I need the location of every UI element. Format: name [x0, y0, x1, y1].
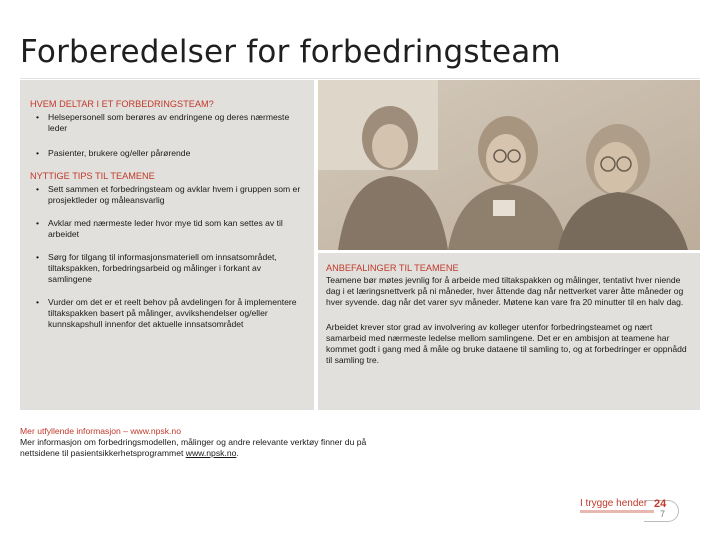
list-item: • Helsepersonell som berøres av endringene og deres nærmeste leder	[30, 112, 304, 134]
people-meeting-photo	[318, 80, 700, 250]
participants-list	[30, 112, 304, 159]
recommendations-heading: ANBEFALINGER TIL TEAMENE	[326, 263, 459, 273]
left-panel	[20, 80, 314, 410]
photo-illustration	[318, 80, 700, 250]
list-item: • Vurder om det er et reelt behov på avdelingen for å implementere tiltakspakken basert på målinger, avvikshendelser og/eller kunnskapshull innenfor det aktuelle innsatsområdet	[30, 297, 304, 330]
footer-heading: Mer utfyllende informasjon – www.npsk.no	[20, 426, 181, 436]
recommendations-paragraph: Teamene bør møtes jevnlig for å arbeide med tiltakspakken og målinger, tentativt hver niende dag i et læringsnettverk på ni måneder, hver åttende dag når nettverket varer åtte måneder og hver syvende. dag når det varer syv måneder. Møtene kan vare fra 20 minutter til en halv dag.	[326, 275, 684, 307]
footer-end: .	[236, 448, 239, 458]
logo-text: I trygge hender	[580, 498, 648, 509]
logo-number-7: 7	[660, 509, 666, 519]
section-heading-tips: NYTTIGE TIPS TIL TEAMENE	[30, 171, 155, 181]
recommendations-paragraph: Arbeidet krever stor grad av involvering av kolleger utenfor forbedringsteamet og nært samarbeid med nærmeste ledelse mellom samlingene. Det er en ambisjon at teamene har kommet godt i gang med å måle og bruke dataene til samling to, og at forbedringer er oppnådd til samling tre.	[326, 322, 687, 365]
list-item: • Avklar med nærmeste leder hvor mye tid som kan settes av til arbeidet	[30, 218, 304, 240]
list-item: • Sørg for tilgang til informasjonsmateriell om innsatsområdet, tiltakspakken, forbedringsarbeid og målinger i forkant av samlingene	[30, 252, 304, 285]
npsk-link[interactable]: www.npsk.no	[185, 448, 237, 458]
footer-body	[20, 437, 398, 459]
logo-underline	[580, 510, 654, 513]
logo-number-24: 24	[654, 498, 667, 510]
slide-title: Forberedelser for forbedringsteam	[20, 34, 561, 70]
tips-list	[30, 184, 304, 330]
section-heading-participants: HVEM DELTAR I ET FORBEDRINGSTEAM?	[30, 99, 214, 109]
list-item: • Sett sammen et forbedringsteam og avklar hvem i gruppen som er prosjektleder og måleansvarlig	[30, 184, 304, 206]
title-divider	[20, 78, 700, 79]
footer-info	[20, 426, 398, 470]
footer-text: Mer informasjon om forbedringsmodellen, målinger og andre relevante verktøy finner du på nettsidene til pasientsikkerhetsprogrammet	[20, 437, 367, 458]
list-item: • Pasienter, brukere og/eller pårørende	[30, 148, 304, 159]
recommendations-panel	[318, 253, 700, 410]
